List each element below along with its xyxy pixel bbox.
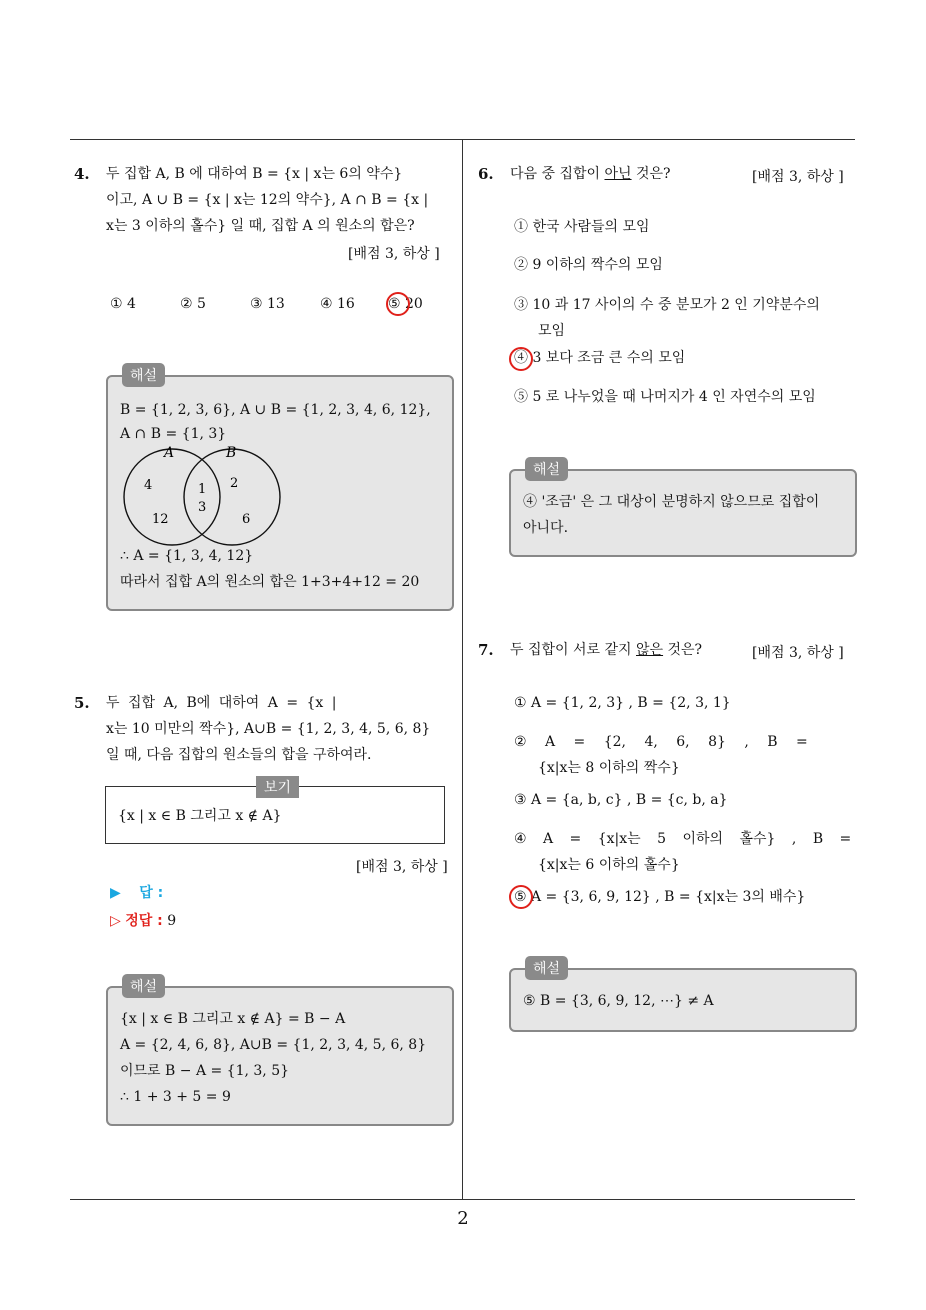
selected-answer-mark-q4 (386, 292, 410, 316)
selected-answer-mark-q7 (509, 885, 533, 909)
venn-only-a-1: 4 (144, 478, 153, 493)
correct-answer-row (110, 908, 176, 934)
bottom-rule (70, 1199, 855, 1200)
question-4-solution-tag: 해설 (122, 363, 165, 387)
q5-solution-line-3: 이므로 B − A = {1, 3, 5} (120, 1063, 290, 1079)
column-divider (462, 139, 463, 1200)
q4-solution-line-2: A ∩ B = {1, 3} (120, 426, 227, 442)
question-7-text (510, 637, 702, 663)
q7-choice-1[interactable]: ① A = {1, 2, 3} , B = {2, 3, 1} (514, 695, 731, 711)
question-6-solution-tag: 해설 (525, 457, 568, 481)
q7-choice-3[interactable]: ③ A = {a, b, c} , B = {c, b, a} (514, 792, 728, 808)
q4-choice-2[interactable]: ② 5 (180, 296, 206, 312)
q5-solution-line-4: ∴ 1 + 3 + 5 = 9 (120, 1089, 231, 1105)
q7-solution-line-1: ⑤ B = {3, 6, 9, 12, ⋯} ≠ A (523, 993, 714, 1009)
q4-choice-3[interactable]: ③ 13 (250, 296, 285, 312)
answer-arrow-icon: ▶ (110, 885, 121, 901)
venn-label-a: A (164, 445, 175, 461)
question-6-text-before: 다음 중 집합이 (510, 166, 605, 182)
venn-only-b-1: 2 (230, 476, 239, 491)
q5-solution-line-1: {x | x ∈ B 그리고 x ∉ A} = B − A (120, 1011, 346, 1027)
q6-choice-1[interactable]: ① 한국 사람들의 모임 (514, 219, 650, 235)
question-5-meta: [배점 3, 하상 ] (356, 859, 448, 875)
correct-arrow-icon: ▷ (110, 913, 121, 929)
q6-choice-3[interactable]: ③ 10 과 17 사이의 수 중 분모가 2 인 기약분수의 (514, 297, 820, 313)
q4-choice-4[interactable]: ④ 16 (320, 296, 355, 312)
q4-solution-line-1: B = {1, 2, 3, 6}, A ∪ B = {1, 2, 3, 4, 6, 12}, (120, 402, 431, 418)
question-4-meta: [배점 3, 하상 ] (348, 246, 440, 262)
question-5-line-2: x는 10 미만의 짝수}, A∪B = {1, 2, 3, 4, 5, 6, 8} (106, 721, 431, 737)
question-7-meta: [배점 3, 하상 ] (752, 645, 844, 661)
correct-answer-value: 9 (167, 913, 177, 929)
question-5-solution-tag: 해설 (122, 974, 165, 998)
question-6-text-underlined: 아닌 (604, 166, 632, 182)
page-number: 2 (457, 1208, 469, 1229)
q6-choice-3-continued: 모임 (538, 323, 566, 339)
question-4-line-1: 두 집합 A, B 에 대하여 B = {x | x는 6의 약수} (106, 166, 403, 182)
q4-choice-5[interactable]: ⑤ 20 (388, 296, 423, 312)
selected-answer-mark-q6 (509, 347, 533, 371)
question-4-solution-box (106, 368, 454, 611)
question-4-line-2: 이고, A ∪ B = {x | x는 12의 약수}, A ∩ B = {x | (106, 192, 429, 208)
venn-circle-b (184, 449, 280, 545)
venn-only-b-2: 6 (242, 512, 251, 527)
question-5-solution-box (106, 979, 454, 1126)
question-7-text-underlined: 않은 (636, 642, 664, 658)
question-4-text (106, 161, 452, 239)
q5-solution-line-2: A = {2, 4, 6, 8}, A∪B = {1, 2, 3, 4, 5, 6, 8} (120, 1037, 427, 1053)
answer-row (110, 880, 163, 906)
q6-choice-2[interactable]: ② 9 이하의 짝수의 모임 (514, 257, 663, 273)
venn-circle-a (124, 449, 220, 545)
question-5-line-3: 일 때, 다음 집합의 원소들의 합을 구하여라. (106, 747, 372, 763)
q7-choice-2-continued: {x|x는 8 이하의 짝수} (538, 760, 680, 776)
question-6-text (510, 161, 671, 187)
question-4-line-3: x는 3 이하의 홀수} 일 때, 집합 A 의 원소의 합은? (106, 218, 415, 234)
q4-solution-line-3: ∴ A = {1, 3, 4, 12} (120, 548, 254, 564)
q7-choice-2[interactable]: ② A = {2, 4, 6, 8} , B = (514, 734, 808, 750)
question-6-meta: [배점 3, 하상 ] (752, 169, 844, 185)
question-6-text-after: 것은? (631, 166, 671, 182)
venn-diagram (116, 443, 296, 555)
question-5-number: 5. (74, 694, 90, 712)
venn-only-a-2: 12 (152, 512, 169, 527)
q4-solution-line-4: 따라서 집합 A의 원소의 합은 1+3+4+12 = 20 (120, 574, 420, 590)
answer-label: 답 : (139, 885, 164, 901)
q6-solution-line-2: 아니다. (523, 520, 569, 536)
bogi-box (105, 780, 445, 844)
venn-label-b: B (226, 445, 237, 461)
q6-choice-5[interactable]: ⑤ 5 로 나누었을 때 나머지가 4 인 자연수의 모임 (514, 389, 816, 405)
question-6-solution-box (509, 462, 857, 557)
correct-answer-label: 정답 : (125, 913, 163, 929)
question-7-text-before: 두 집합이 서로 같지 (510, 642, 636, 658)
question-5-text (106, 690, 454, 768)
q6-choice-4[interactable]: ④ 3 보다 조금 큰 수의 모임 (514, 350, 686, 366)
bogi-tag: 보기 (256, 776, 299, 798)
q7-choice-5[interactable]: ⑤ A = {3, 6, 9, 12} , B = {x|x는 3의 배수} (514, 889, 806, 905)
question-7-text-after: 것은? (663, 642, 703, 658)
q6-solution-line-1: ④ '조금' 은 그 대상이 분명하지 않으므로 집합이 (523, 494, 820, 510)
question-4-number: 4. (74, 165, 90, 183)
question-7-solution-tag: 해설 (525, 956, 568, 980)
q4-choice-1[interactable]: ① 4 (110, 296, 136, 312)
venn-both-1: 1 (198, 482, 207, 497)
question-5-line-1: 두 집합 A, B에 대하여 A = {x | (106, 695, 337, 711)
q7-choice-4[interactable]: ④ A = {x|x는 5 이하의 홀수} , B = (514, 831, 852, 847)
question-7-solution-box (509, 961, 857, 1032)
bogi-text: {x | x ∈ B 그리고 x ∉ A} (118, 808, 282, 824)
q7-choice-4-continued: {x|x는 6 이하의 홀수} (538, 857, 680, 873)
venn-both-2: 3 (198, 500, 207, 515)
question-6-number: 6. (478, 165, 494, 183)
question-7-number: 7. (478, 641, 494, 659)
